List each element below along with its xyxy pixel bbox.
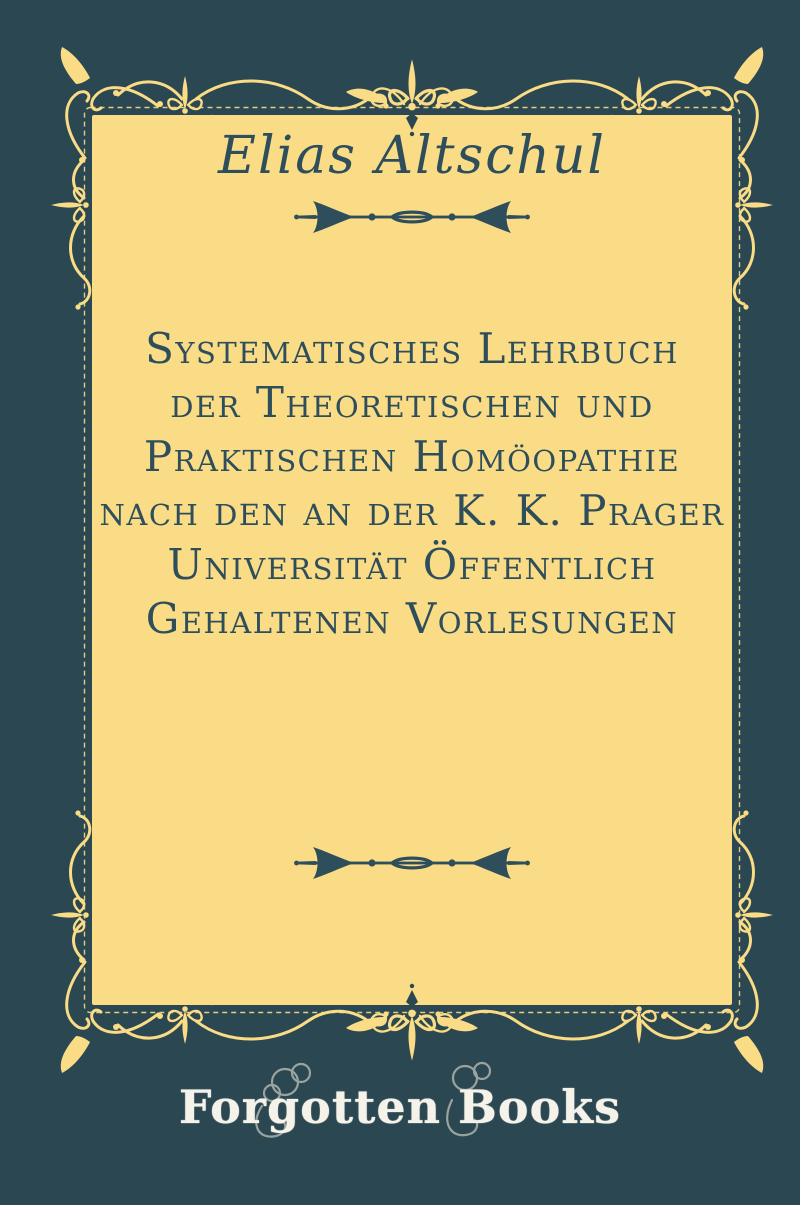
- title-line: nach den an der K. K. Prager: [99, 486, 725, 535]
- title-line: Universität Öffentlich: [167, 540, 657, 589]
- title-line: Gehaltenen Vorlesungen: [145, 594, 679, 643]
- publisher-logo: [0, 1052, 800, 1162]
- title-line: Systematisches Lehrbuch: [145, 324, 679, 373]
- publisher-name: Forgotten Books: [178, 1080, 622, 1134]
- arrow-divider-icon: [292, 846, 532, 880]
- author-name: Elias Altschul: [218, 126, 606, 186]
- book-title: [80, 322, 744, 646]
- arrow-divider-icon: [292, 200, 532, 234]
- title-line: der Theoretischen und: [170, 378, 654, 427]
- title-line: Praktischen Homöopathie: [143, 432, 681, 481]
